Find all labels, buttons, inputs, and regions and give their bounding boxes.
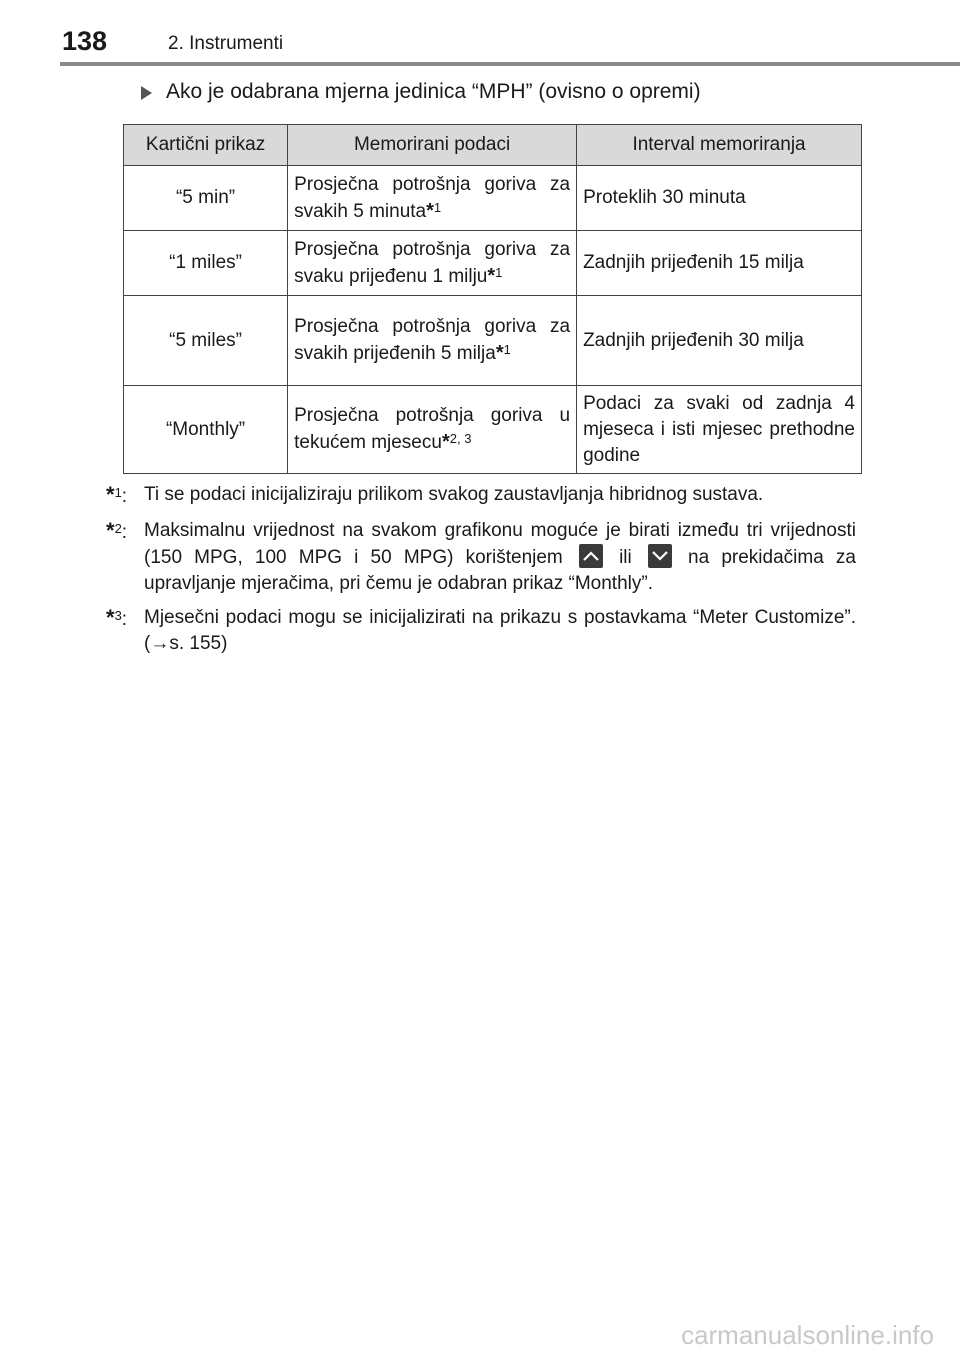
- table-cell-data: Prosječna potrošnja goriva za svakih 5 minuta*$^1$: [288, 166, 577, 231]
- table-row: [124, 296, 862, 386]
- footnote: [106, 605, 856, 657]
- table-cell-interval: Zadnjih prijeđenih 30 milja: [577, 296, 862, 386]
- footnote: [106, 518, 856, 597]
- table-row: [124, 231, 862, 296]
- column-header: Memorirani podaci: [288, 125, 577, 166]
- table-cell-display: “1 miles”: [124, 231, 288, 296]
- footnote-marker: *$^2$:: [106, 518, 128, 543]
- footnote-text: Mjesečni podaci mogu se inicijalizirati na prikazu s postavkama “Meter Customize”. (→s. 155): [144, 607, 856, 654]
- table-cell-data: Prosječna potrošnja goriva u tekućem mjesecu*$^{2, 3}$: [288, 386, 577, 474]
- table-cell-interval: Zadnjih prijeđenih 15 milja: [577, 231, 862, 296]
- section-heading: [141, 80, 701, 104]
- footnotes: [106, 482, 856, 665]
- column-header: Interval memoriranja: [577, 125, 862, 166]
- table-cell-interval: Proteklih 30 minuta: [577, 166, 862, 231]
- table-row: [124, 386, 862, 474]
- footnote-marker: *$^3$:: [106, 605, 128, 630]
- section-heading-text: Ako je odabrana mjerna jedinica “MPH” (ovisno o opremi): [166, 80, 701, 103]
- table-cell-data: Prosječna potrošnja goriva za svaku prijeđenu 1 milju*$^1$: [288, 231, 577, 296]
- chapter-title: 2. Instrumenti: [168, 33, 284, 54]
- page-number: 138: [62, 26, 108, 56]
- table-row: [124, 166, 862, 231]
- chevron-up-icon: [579, 544, 603, 568]
- footnote: [106, 482, 856, 510]
- header-divider: [60, 62, 960, 66]
- table-cell-data: Prosječna potrošnja goriva za svakih prijeđenih 5 milja*$^1$: [288, 296, 577, 386]
- table-cell-display: “5 min”: [124, 166, 288, 231]
- footnote-text: Maksimalnu vrijednost na svakom grafikonu moguće je birati između tri vrijednosti (150 MPG, 100 MPG i 50 MPG) korištenjem ili na prekidačima za upravljanje mjeračima, pri čemu je odabran prikaz “Monthly”.: [144, 520, 856, 594]
- bullet-triangle-icon: [141, 86, 152, 100]
- table-cell-interval: Podaci za svaki od zadnja 4 mjeseca i isti mjesec prethodne godine: [577, 386, 862, 474]
- data-table: [123, 124, 862, 474]
- table-cell-display: “Monthly”: [124, 386, 288, 474]
- watermark-logo: carmanualsonline.info: [681, 1320, 934, 1350]
- footnote-text: Ti se podaci inicijaliziraju prilikom svakog zaustavljanja hibridnog sustava.: [144, 484, 764, 505]
- footnote-marker: *$^1$:: [106, 482, 128, 507]
- column-header: Kartični prikaz: [124, 125, 288, 166]
- chevron-down-icon: [648, 544, 672, 568]
- table-cell-display: “5 miles”: [124, 296, 288, 386]
- table-header-row: [124, 125, 862, 166]
